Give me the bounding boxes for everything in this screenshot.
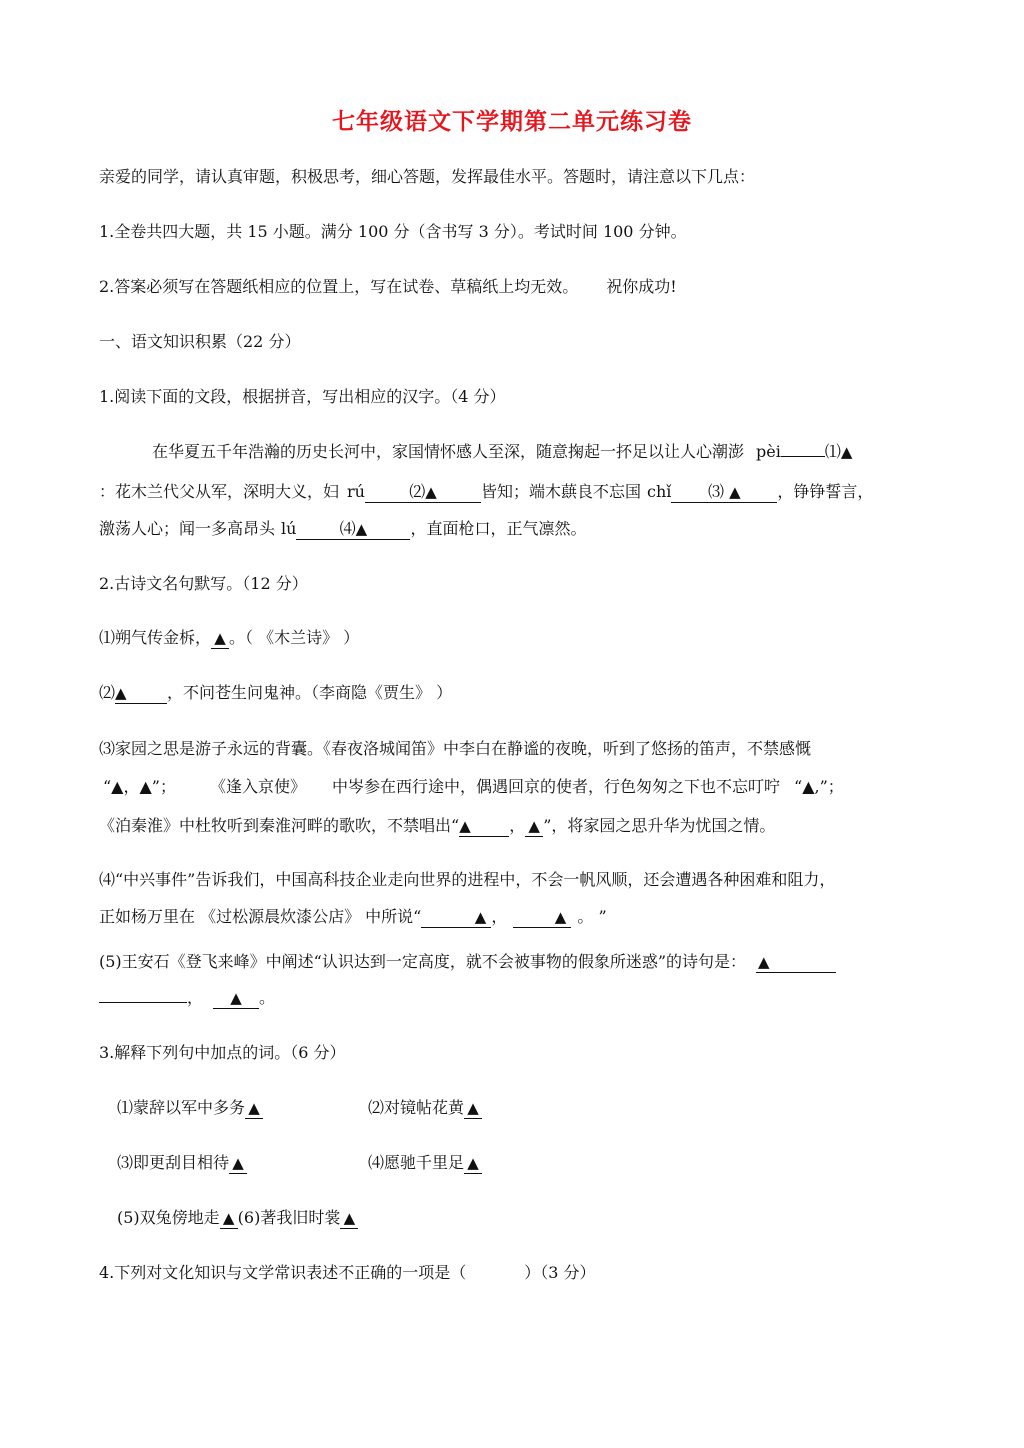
wish-text: 祝你成功! [606, 277, 677, 296]
q2-item-4-line-2: 正如杨万里在 《过松源晨炊漆公店》 中所说“ ▲ ， ▲ 。 ” [99, 907, 607, 926]
q3-title: 3.解释下列句中加点的词。（6 分） [99, 1043, 346, 1062]
blank-4: ⑷▲ [296, 519, 410, 540]
note-1: 1.全卷共四大题，共 15 小题。满分 100 分（含书写 3 分）。考试时间 100 分钟。 [99, 222, 687, 241]
q3-item-2: ⑵对镜帖花黄 ▲ [368, 1097, 482, 1119]
q1-title: 1.阅读下面的文段，根据拼音，写出相应的汉字。（4 分） [99, 387, 506, 406]
q2-item-3-line-2: “▲，▲”； 《逢入京使》 中岑参在西行途中，偶遇回京的使者，行色匆匆之下也不忘叮咛 “▲,”； [103, 777, 844, 796]
section-1-heading: 一、语文知识积累（22 分） [99, 332, 301, 351]
intro-text: 亲爱的同学，请认真审题，积极思考，细心答题，发挥最佳水平。答题时，请注意以下几点： [99, 167, 756, 186]
q3-item-4: ⑷愿驰千里足 ▲ [368, 1152, 482, 1174]
pinyin-3: chǐ [646, 482, 672, 501]
page-title: 七年级语文下学期第二单元练习卷 [332, 108, 692, 135]
answer-marker: ▲ [840, 443, 853, 461]
q1-passage-line-2: ：花木兰代父从军，深明大义，妇 rú ⑵▲ 皆知；端木蕻良不忘国 chǐ ⑶ ▲ ，铮铮誓言， [99, 482, 874, 501]
q1-passage-line-1: 在华夏五千年浩瀚的历史长河中，家国情怀感人至深，随意掬起一抔足以让人心潮澎 pèi ⑴▲ [152, 442, 853, 461]
q2-item-1: ⑴朔气传金柝， ▲ 。（ 《木兰诗》 ） [99, 628, 360, 647]
note-2: 2.答案必须写在答题纸相应的位置上，写在试卷、草稿纸上均无效。 祝你成功! [99, 277, 677, 296]
q2-item-5-line-1: (5)王安石《登飞来峰》中阐述“认识达到一定高度，就不会被事物的假象所迷惑”的诗句是： ▲ [99, 951, 836, 973]
q2-item-4-line-1: ⑷“中兴事件”告诉我们，中国高科技企业走向世界的进程中，不会一帆风顺，还会遭遇各种困难和阻力， [99, 870, 836, 889]
q3-item-5-6: (5)双兔傍地走 ▲ (6)著我旧时裳 ▲ [117, 1207, 358, 1229]
q2-item-2: ⑵▲ ，不问苍生问鬼神。（李商隐《贾生》 ） [99, 683, 453, 702]
pinyin-2: rú [347, 482, 365, 501]
blank-3: ⑶ ▲ [671, 482, 777, 503]
blank-2: ⑵▲ [365, 482, 481, 503]
blank: ▲ [115, 683, 167, 704]
blank-1 [781, 456, 825, 457]
q1-passage-line-3: 激荡人心；闻一多高昂头 lú ⑷▲ ，直面枪口，正气凛然。 [99, 519, 587, 538]
q2-title: 2.古诗文名句默写。（12 分） [99, 574, 308, 593]
q2-item-3-line-3: 《泊秦淮》中杜牧听到秦淮河畔的歌吹，不禁唱出“▲ ， ▲ ”，将家园之思升华为忧国之情。 [99, 816, 776, 835]
pinyin-1: pèi [756, 442, 781, 461]
q2-item-5-line-2: ， ▲ 。 [99, 987, 275, 1009]
pinyin-4: lú [281, 519, 297, 538]
q4-title: 4.下列对文化知识与文学常识表述不正确的一项是（ ）（3 分） [99, 1263, 596, 1282]
q3-item-1: ⑴蒙辞以军中多务 ▲ [117, 1097, 263, 1119]
q3-item-3: ⑶即更刮目相待 ▲ [117, 1152, 247, 1174]
q2-item-3-line-1: ⑶家园之思是游子永远的背囊。《春夜洛城闻笛》中李白在静谧的夜晚，听到了悠扬的笛声，不禁感慨 [99, 739, 812, 758]
